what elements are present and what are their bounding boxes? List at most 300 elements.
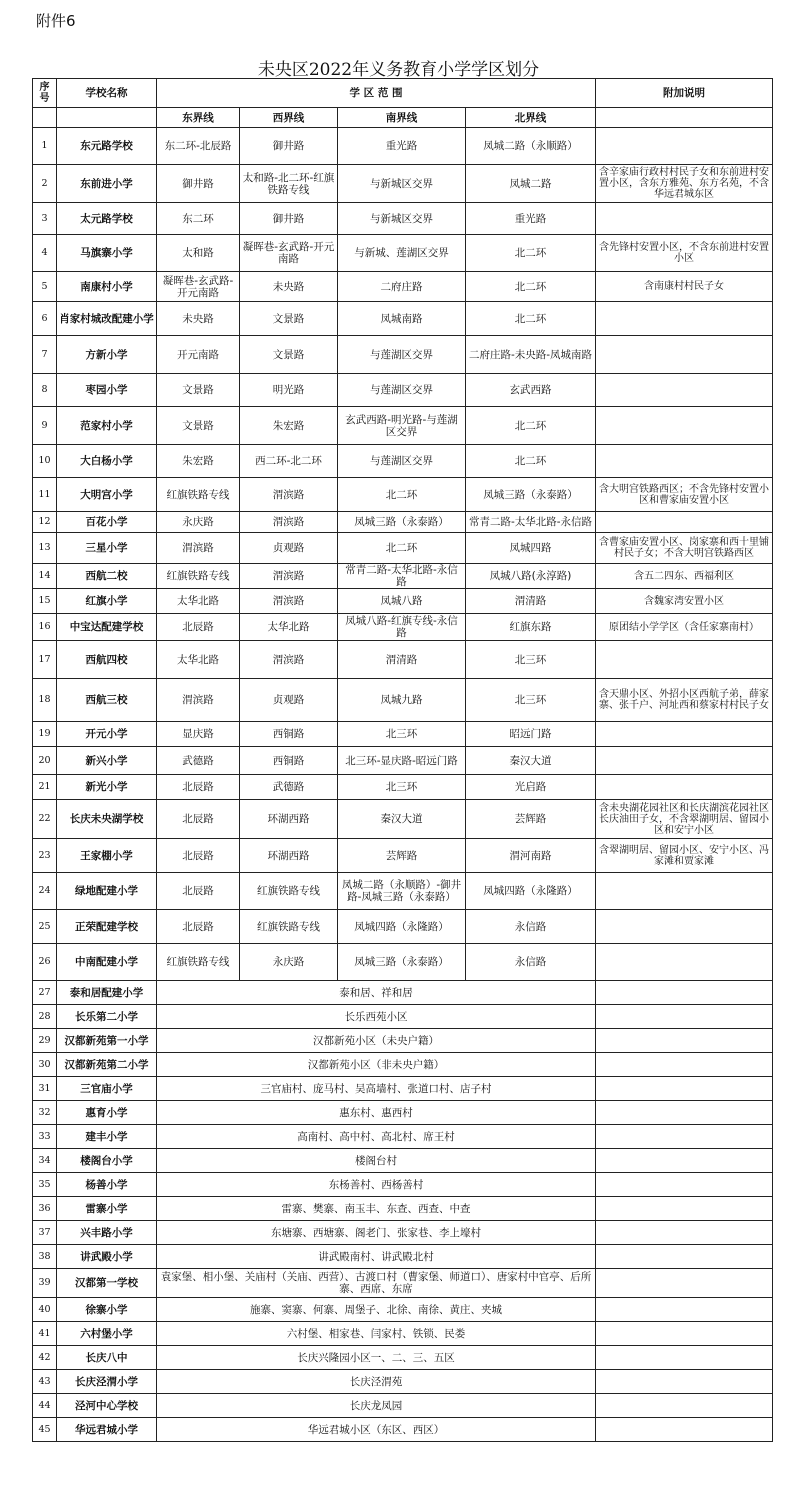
north-boundary: 北三环 [466,641,596,679]
district-range: 泰和居、祥和居 [157,981,596,1005]
district-range: 施寨、窦寨、何寨、周堡子、北徐、南徐、黄庄、夹城 [157,1298,596,1322]
additional-note: 含先锋村安置小区，不含东前进村安置小区 [596,235,773,272]
additional-note [596,1197,773,1221]
row-number: 20 [33,747,57,775]
school-district-table [32,78,773,1442]
additional-note [596,1053,773,1077]
west-boundary: 渭滨路 [240,512,338,533]
north-boundary: 光启路 [466,775,596,800]
west-boundary: 未央路 [240,272,338,302]
east-boundary: 北辰路 [157,614,240,641]
west-boundary: 御井路 [240,128,338,165]
south-boundary: 与莲湖区交界 [338,374,466,407]
row-number: 7 [33,336,57,374]
west-boundary: 红旗铁路专线 [240,910,338,944]
row-number: 37 [33,1221,57,1245]
table-row [33,302,773,336]
school-name: 马旗寨小学 [57,235,157,272]
west-boundary: 西二环-北二环 [240,445,338,478]
table-row [33,1197,773,1221]
additional-note [596,512,773,533]
additional-note [596,1322,773,1346]
table-row [33,374,773,407]
south-boundary: 重光路 [338,128,466,165]
table-row [33,1322,773,1346]
west-boundary: 文景路 [240,302,338,336]
school-name: 中宝达配建学校 [57,614,157,641]
additional-note: 原团结小学学区（含任家寨南村） [596,614,773,641]
header-note: 附加说明 [596,79,773,108]
table-row [33,1418,773,1442]
south-boundary: 与新城、莲湖区交界 [338,235,466,272]
additional-note: 含魏家湾安置小区 [596,589,773,614]
table-row [33,1245,773,1269]
school-name: 华远君城小学 [57,1418,157,1442]
school-name: 长庆八中 [57,1346,157,1370]
table-row [33,1053,773,1077]
district-range: 长庆兴隆园小区一、二、三、五区 [157,1346,596,1370]
district-range: 六村堡、相家巷、闫家村、铁锁、民娄 [157,1322,596,1346]
school-name: 红旗小学 [57,589,157,614]
row-number: 27 [33,981,57,1005]
east-boundary: 朱宏路 [157,445,240,478]
east-boundary: 开元南路 [157,336,240,374]
south-boundary: 渭清路 [338,641,466,679]
row-number: 22 [33,800,57,839]
additional-note [596,1029,773,1053]
row-number: 11 [33,478,57,512]
table-row [33,747,773,775]
west-boundary: 太华北路 [240,614,338,641]
row-number: 21 [33,775,57,800]
school-name: 百花小学 [57,512,157,533]
south-boundary: 凤城三路（永泰路） [338,944,466,981]
district-range: 长乐西苑小区 [157,1005,596,1029]
north-boundary: 北三环 [466,679,596,722]
additional-note [596,1245,773,1269]
row-number: 25 [33,910,57,944]
header-range: 学 区 范 围 [157,79,596,108]
table-row [33,589,773,614]
row-number: 40 [33,1298,57,1322]
east-boundary: 永庆路 [157,512,240,533]
west-boundary: 环湖西路 [240,839,338,873]
table-row [33,1125,773,1149]
table-row [33,1101,773,1125]
table-row [33,1029,773,1053]
additional-note [596,1394,773,1418]
row-number: 9 [33,407,57,445]
north-boundary: 凤城四路 [466,533,596,564]
row-number: 31 [33,1077,57,1101]
additional-note [596,775,773,800]
row-number: 39 [33,1269,57,1298]
district-range: 长庆泾渭苑 [157,1370,596,1394]
additional-note [596,722,773,747]
district-range: 三官庙村、庞马村、吴高墙村、张道口村、店子村 [157,1077,596,1101]
additional-note [596,981,773,1005]
row-number: 19 [33,722,57,747]
east-boundary: 太华北路 [157,641,240,679]
table-row [33,981,773,1005]
north-boundary: 凤城四路（永隆路） [466,873,596,910]
row-number: 15 [33,589,57,614]
table-row [33,1077,773,1101]
table-row [33,1346,773,1370]
south-boundary: 北二环 [338,478,466,512]
additional-note [596,1149,773,1173]
additional-note: 含南康村村民子女 [596,272,773,302]
school-name: 肖家村城改配建小学 [57,302,157,336]
school-name: 汉都新苑第二小学 [57,1053,157,1077]
south-boundary: 常青二路-太华北路-永信路 [338,564,466,589]
district-range: 高南村、高中村、高北村、席王村 [157,1125,596,1149]
additional-note [596,336,773,374]
west-boundary: 红旗铁路专线 [240,873,338,910]
school-name: 绿地配建小学 [57,873,157,910]
additional-note [596,1005,773,1029]
school-name: 六村堡小学 [57,1322,157,1346]
district-range: 袁家堡、相小堡、关庙村（关庙、西营）、古渡口村（曹家堡、师道口）、唐家村中官亭、后所寨、西席、东席 [157,1269,596,1298]
east-boundary: 红旗铁路专线 [157,478,240,512]
school-name: 兴丰路小学 [57,1221,157,1245]
east-boundary: 北辰路 [157,800,240,839]
north-boundary: 红旗东路 [466,614,596,641]
additional-note [596,1077,773,1101]
school-name: 汉都新苑第一小学 [57,1029,157,1053]
district-range: 惠东村、惠西村 [157,1101,596,1125]
additional-note: 含天鼎小区、外招小区西航子弟，薛家寨、张千户、河址西和蔡家村村民子女 [596,679,773,722]
north-boundary: 芸辉路 [466,800,596,839]
table-row [33,512,773,533]
district-range: 华远君城小区（东区、西区） [157,1418,596,1442]
district-range: 东塘寨、西塘寨、阁老门、张家巷、李上壕村 [157,1221,596,1245]
row-number: 18 [33,679,57,722]
school-name: 王家棚小学 [57,839,157,873]
east-boundary: 东二环 [157,203,240,235]
north-boundary: 渭清路 [466,589,596,614]
west-boundary: 武德路 [240,775,338,800]
west-boundary: 贞观路 [240,533,338,564]
row-number: 12 [33,512,57,533]
west-boundary: 渭滨路 [240,478,338,512]
additional-note [596,1125,773,1149]
east-boundary: 东二环-北辰路 [157,128,240,165]
table-row [33,800,773,839]
west-boundary: 环湖西路 [240,800,338,839]
district-range: 楼阁台村 [157,1149,596,1173]
additional-note: 含大明宫铁路西区；不含先锋村安置小区和曹家庙安置小区 [596,478,773,512]
south-boundary: 玄武西路-明光路-与莲湖区交界 [338,407,466,445]
south-boundary: 芸辉路 [338,839,466,873]
row-number: 24 [33,873,57,910]
west-boundary: 太和路-北二环-红旗铁路专线 [240,165,338,203]
district-range: 雷寨、樊寨、南玉丰、东查、西查、中查 [157,1197,596,1221]
north-boundary: 渭河南路 [466,839,596,873]
additional-note [596,641,773,679]
header-west: 西界线 [240,108,338,128]
north-boundary: 昭远门路 [466,722,596,747]
table-row [33,336,773,374]
table-row [33,1149,773,1173]
additional-note [596,873,773,910]
row-number: 44 [33,1394,57,1418]
south-boundary: 凤城九路 [338,679,466,722]
additional-note: 含翠湖明居、留园小区、安宁小区、冯家滩和贾家滩 [596,839,773,873]
additional-note [596,407,773,445]
row-number: 41 [33,1322,57,1346]
south-boundary: 与新城区交界 [338,203,466,235]
school-name: 惠育小学 [57,1101,157,1125]
north-boundary: 常青二路-太华北路-永信路 [466,512,596,533]
west-boundary: 西铜路 [240,722,338,747]
header-blank [57,108,157,128]
school-name: 雷寨小学 [57,1197,157,1221]
school-name: 新光小学 [57,775,157,800]
additional-note [596,1221,773,1245]
north-boundary: 重光路 [466,203,596,235]
table-row [33,614,773,641]
header-school: 学校名称 [57,79,157,108]
table-row [33,873,773,910]
east-boundary: 红旗铁路专线 [157,564,240,589]
school-name: 楼阁台小学 [57,1149,157,1173]
east-boundary: 北辰路 [157,873,240,910]
row-number: 42 [33,1346,57,1370]
row-number: 45 [33,1418,57,1442]
table-row [33,1394,773,1418]
header-south: 南界线 [338,108,466,128]
additional-note [596,203,773,235]
south-boundary: 北三环 [338,775,466,800]
east-boundary: 御井路 [157,165,240,203]
school-name: 东前进小学 [57,165,157,203]
west-boundary: 渭滨路 [240,589,338,614]
west-boundary: 渭滨路 [240,564,338,589]
school-name: 长乐第二小学 [57,1005,157,1029]
additional-note: 含辛家庙行政村村民子女和东前进村安置小区，含东方雅苑、东方名苑，不含华远君城东区 [596,165,773,203]
table-row [33,1173,773,1197]
west-boundary: 永庆路 [240,944,338,981]
page-title: 未央区2022年义务教育小学学区划分 [257,60,540,80]
school-name: 东元路学校 [57,128,157,165]
school-name: 三星小学 [57,533,157,564]
south-boundary: 北二环 [338,533,466,564]
south-boundary: 与新城区交界 [338,165,466,203]
south-boundary: 秦汉大道 [338,800,466,839]
header-north: 北界线 [466,108,596,128]
south-boundary: 北三环 [338,722,466,747]
row-number: 28 [33,1005,57,1029]
east-boundary: 文景路 [157,374,240,407]
west-boundary: 明光路 [240,374,338,407]
row-number: 33 [33,1125,57,1149]
school-name: 讲武殿小学 [57,1245,157,1269]
north-boundary: 二府庄路-未央路-凤城南路 [466,336,596,374]
table-row [33,128,773,165]
table-row [33,839,773,873]
school-name: 南康村小学 [57,272,157,302]
additional-note: 含未央湖花园社区和长庆湖滨花园社区长庆油田子女，不含翠湖明居、留园小区和安宁小区 [596,800,773,839]
district-range: 东杨善村、西杨善村 [157,1173,596,1197]
south-boundary: 二府庄路 [338,272,466,302]
additional-note: 含五二四东、西福利区 [596,564,773,589]
school-name: 方新小学 [57,336,157,374]
table-row [33,1221,773,1245]
row-number: 5 [33,272,57,302]
school-name: 长庆未央湖学校 [57,800,157,839]
row-number: 43 [33,1370,57,1394]
east-boundary: 显庆路 [157,722,240,747]
south-boundary: 凤城四路（永隆路） [338,910,466,944]
row-number: 36 [33,1197,57,1221]
school-name: 泰和居配建小学 [57,981,157,1005]
east-boundary: 渭滨路 [157,533,240,564]
east-boundary: 北辰路 [157,910,240,944]
school-name: 中南配建小学 [57,944,157,981]
school-name: 西航三校 [57,679,157,722]
additional-note [596,747,773,775]
additional-note [596,944,773,981]
school-name: 徐寨小学 [57,1298,157,1322]
row-number: 13 [33,533,57,564]
east-boundary: 渭滨路 [157,679,240,722]
additional-note [596,1346,773,1370]
additional-note [596,374,773,407]
west-boundary: 朱宏路 [240,407,338,445]
school-name: 三官庙小学 [57,1077,157,1101]
table-row [33,272,773,302]
row-number: 23 [33,839,57,873]
south-boundary: 北三环-显庆路-昭远门路 [338,747,466,775]
table-row [33,1298,773,1322]
attachment-label: 附件6 [36,12,76,30]
school-name: 太元路学校 [57,203,157,235]
school-name: 汉都第一学校 [57,1269,157,1298]
row-number: 34 [33,1149,57,1173]
row-number: 4 [33,235,57,272]
east-boundary: 太和路 [157,235,240,272]
south-boundary: 凤城二路（永顺路）-御井路-凤城三路（永泰路） [338,873,466,910]
east-boundary: 文景路 [157,407,240,445]
additional-note [596,1418,773,1442]
district-range: 汉都新苑小区（非未央户籍） [157,1053,596,1077]
east-boundary: 未央路 [157,302,240,336]
additional-note: 含曹家庙安置小区、岗家寨和西十里铺村民子女；不含大明宫铁路西区 [596,533,773,564]
school-name: 大白杨小学 [57,445,157,478]
north-boundary: 凤城二路（永顺路） [466,128,596,165]
north-boundary: 北二环 [466,445,596,478]
school-name: 枣园小学 [57,374,157,407]
additional-note [596,445,773,478]
header-blank [33,108,57,128]
east-boundary: 北辰路 [157,839,240,873]
south-boundary: 凤城南路 [338,302,466,336]
table-row [33,641,773,679]
table-row [33,679,773,722]
table-row [33,1370,773,1394]
table-row [33,1005,773,1029]
row-number: 16 [33,614,57,641]
south-boundary: 凤城三路（永泰路） [338,512,466,533]
south-boundary: 与莲湖区交界 [338,336,466,374]
additional-note [596,1173,773,1197]
additional-note [596,1269,773,1298]
table-row [33,533,773,564]
north-boundary: 永信路 [466,910,596,944]
table-row [33,1269,773,1298]
school-name: 大明宫小学 [57,478,157,512]
north-boundary: 秦汉大道 [466,747,596,775]
north-boundary: 北二环 [466,272,596,302]
row-number: 14 [33,564,57,589]
district-range: 讲武殿南村、讲武殿北村 [157,1245,596,1269]
header-no: 序号 [33,79,57,108]
row-number: 6 [33,302,57,336]
additional-note [596,1298,773,1322]
row-number: 17 [33,641,57,679]
table-row [33,235,773,272]
additional-note [596,910,773,944]
additional-note [596,128,773,165]
additional-note [596,1370,773,1394]
east-boundary: 红旗铁路专线 [157,944,240,981]
north-boundary: 玄武西路 [466,374,596,407]
header-blank [596,108,773,128]
north-boundary: 北二环 [466,302,596,336]
row-number: 3 [33,203,57,235]
school-name: 杨善小学 [57,1173,157,1197]
north-boundary: 凤城八路(永淳路) [466,564,596,589]
row-number: 8 [33,374,57,407]
table-row [33,478,773,512]
school-name: 长庆泾渭小学 [57,1370,157,1394]
table-row [33,775,773,800]
north-boundary: 凤城三路（永泰路） [466,478,596,512]
district-range: 汉都新苑小区（未央户籍） [157,1029,596,1053]
row-number: 10 [33,445,57,478]
school-name: 西航二校 [57,564,157,589]
west-boundary: 贞观路 [240,679,338,722]
school-name: 西航四校 [57,641,157,679]
west-boundary: 西铜路 [240,747,338,775]
east-boundary: 凝晖巷-玄武路-开元南路 [157,272,240,302]
row-number: 1 [33,128,57,165]
west-boundary: 凝晖巷-玄武路-开元南路 [240,235,338,272]
table-row [33,722,773,747]
east-boundary: 北辰路 [157,775,240,800]
table-row [33,564,773,589]
table-row [33,203,773,235]
row-number: 32 [33,1101,57,1125]
table-row [33,910,773,944]
row-number: 26 [33,944,57,981]
east-boundary: 武德路 [157,747,240,775]
south-boundary: 凤城八路-红旗专线-永信路 [338,614,466,641]
row-number: 2 [33,165,57,203]
district-range: 长庆龙凤园 [157,1394,596,1418]
west-boundary: 渭滨路 [240,641,338,679]
north-boundary: 永信路 [466,944,596,981]
west-boundary: 御井路 [240,203,338,235]
row-number: 30 [33,1053,57,1077]
west-boundary: 文景路 [240,336,338,374]
row-number: 29 [33,1029,57,1053]
school-name: 开元小学 [57,722,157,747]
south-boundary: 凤城八路 [338,589,466,614]
table-row [33,445,773,478]
east-boundary: 太华北路 [157,589,240,614]
